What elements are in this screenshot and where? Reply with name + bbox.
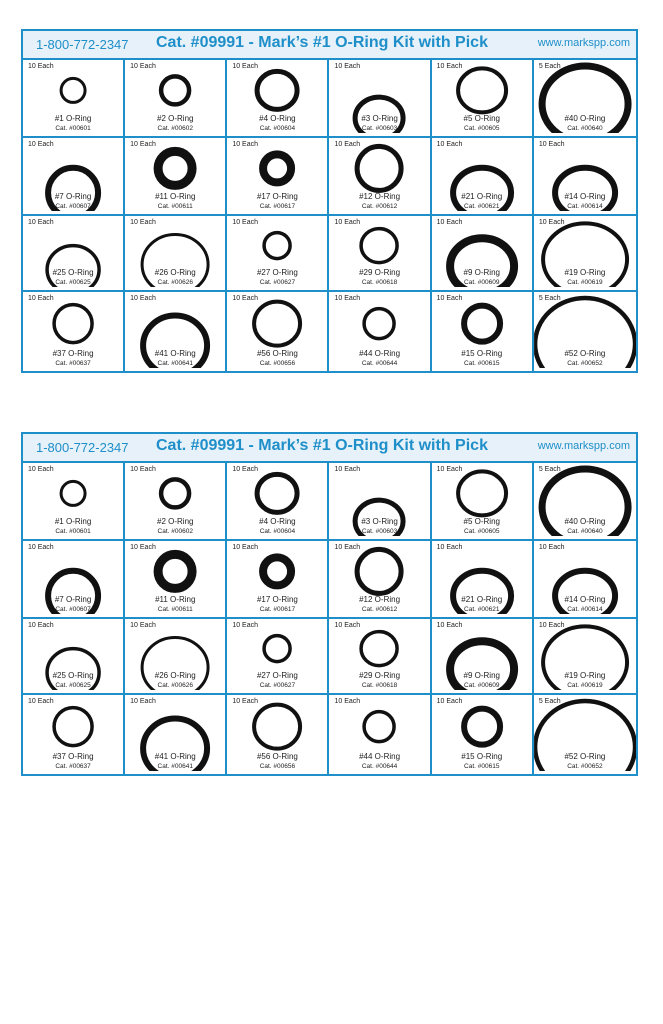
oring-name: #7 O-Ring [54, 192, 92, 201]
oring-name: #40 O-Ring [564, 517, 606, 526]
oring-cell [23, 292, 125, 371]
catalog-number: Cat. #00652 [567, 763, 603, 770]
catalog-number: Cat. #00627 [259, 279, 296, 286]
quantity-label: 10 Each [130, 466, 156, 473]
catalog-number: Cat. #00601 [55, 528, 91, 535]
catalog-number: Cat. #00637 [55, 763, 91, 770]
quantity-label: 10 Each [232, 466, 259, 473]
oring-name: #14 O-Ring [564, 192, 606, 201]
oring-cell [227, 216, 329, 292]
quantity-label: 10 Each [538, 141, 565, 148]
oring-name: #21 O-Ring [461, 192, 503, 201]
oring-name: #14 O-Ring [564, 595, 606, 604]
catalog-number: Cat. #00605 [464, 125, 500, 132]
quantity-label: 10 Each [28, 544, 54, 551]
oring-cell [432, 138, 534, 216]
catalog-number: Cat. #00625 [55, 682, 91, 689]
oring-name: #7 O-Ring [54, 595, 92, 604]
oring-name: #27 O-Ring [256, 268, 298, 277]
catalog-number: Cat. #00621 [464, 606, 500, 613]
oring-name: #41 O-Ring [154, 752, 196, 761]
oring-cell [329, 541, 431, 619]
quantity-label: 10 Each [436, 63, 463, 70]
oring-shape [54, 708, 92, 746]
catalog-number: Cat. #00604 [259, 125, 296, 132]
oring-name: #3 O-Ring [361, 114, 398, 123]
oring-kit-card [21, 29, 638, 373]
catalog-number: Cat. #00637 [55, 360, 91, 367]
quantity-label: 10 Each [334, 698, 361, 705]
oring-cell [227, 619, 329, 695]
oring-shape [458, 68, 506, 112]
oring-shape [458, 471, 506, 515]
catalog-number: Cat. #00609 [464, 682, 500, 689]
oring-shape [61, 481, 85, 505]
quantity-label: 5 Each [538, 63, 561, 70]
oring-cell [23, 619, 125, 695]
quantity-label: 10 Each [436, 622, 463, 629]
catalog-number: Cat. #00652 [567, 360, 603, 367]
oring-cell [329, 619, 431, 695]
oring-cell [534, 541, 636, 619]
catalog-number: Cat. #00625 [55, 279, 91, 286]
oring-shape [257, 71, 297, 109]
oring-cell [125, 216, 227, 292]
oring-name: #2 O-Ring [157, 517, 194, 526]
catalog-number: Cat. #00602 [157, 125, 193, 132]
quantity-label: 10 Each [28, 219, 54, 226]
card-header [23, 434, 636, 463]
catalog-number: Cat. #00602 [157, 528, 193, 535]
catalog-number: Cat. #00617 [259, 606, 296, 613]
oring-name: #37 O-Ring [52, 752, 94, 761]
quantity-label: 10 Each [334, 219, 361, 226]
oring-shape [254, 302, 300, 346]
oring-cell [227, 541, 329, 619]
oring-cell [329, 138, 431, 216]
oring-cell [125, 695, 227, 774]
quantity-label: 10 Each [232, 622, 259, 629]
oring-name: #44 O-Ring [359, 752, 401, 761]
oring-cell [432, 541, 534, 619]
oring-name: #19 O-Ring [564, 671, 606, 680]
quantity-label: 5 Each [538, 698, 561, 705]
website-url: www.markspp.com [537, 440, 630, 452]
oring-name: #52 O-Ring [564, 752, 606, 761]
oring-cell [125, 463, 227, 541]
catalog-number: Cat. #00607 [55, 203, 91, 210]
oring-name: #1 O-Ring [54, 517, 92, 526]
catalog-number: Cat. #00611 [157, 606, 193, 613]
oring-name: #5 O-Ring [463, 114, 500, 123]
oring-shape [464, 709, 500, 745]
oring-name: #25 O-Ring [52, 268, 94, 277]
oring-name: #37 O-Ring [52, 349, 94, 358]
oring-cell [329, 292, 431, 371]
quantity-label: 10 Each [538, 219, 565, 226]
oring-name: #9 O-Ring [463, 268, 500, 277]
oring-shape [161, 76, 189, 104]
quantity-label: 10 Each [28, 466, 54, 473]
oring-name: #12 O-Ring [359, 595, 401, 604]
quantity-label: 10 Each [334, 295, 361, 302]
quantity-label: 10 Each [232, 698, 259, 705]
oring-shape [158, 554, 192, 588]
catalog-number: Cat. #00619 [567, 279, 603, 286]
quantity-label: 10 Each [28, 622, 54, 629]
oring-name: #19 O-Ring [564, 268, 606, 277]
oring-shape [358, 549, 402, 593]
oring-name: #44 O-Ring [359, 349, 401, 358]
oring-name: #4 O-Ring [259, 517, 296, 526]
quantity-label: 10 Each [436, 295, 463, 302]
oring-cell [432, 216, 534, 292]
oring-cell [125, 138, 227, 216]
oring-name: #29 O-Ring [359, 268, 401, 277]
catalog-number: Cat. #00604 [259, 528, 296, 535]
quantity-label: 10 Each [436, 466, 463, 473]
oring-name: #56 O-Ring [256, 349, 298, 358]
oring-cell [125, 541, 227, 619]
oring-cell [227, 292, 329, 371]
oring-name: #1 O-Ring [54, 114, 92, 123]
quantity-label: 10 Each [334, 466, 361, 473]
quantity-label: 10 Each [28, 63, 54, 70]
oring-cell [227, 60, 329, 138]
oring-name: #2 O-Ring [157, 114, 194, 123]
oring-shape [365, 712, 395, 742]
oring-cell [432, 60, 534, 138]
oring-name: #27 O-Ring [256, 671, 298, 680]
catalog-number: Cat. #00618 [361, 682, 398, 689]
quantity-label: 10 Each [130, 544, 156, 551]
quantity-label: 10 Each [232, 141, 259, 148]
phone-number: 1-800-772-2347 [36, 37, 129, 52]
catalog-number: Cat. #00656 [259, 360, 296, 367]
oring-name: #25 O-Ring [52, 671, 94, 680]
quantity-label: 10 Each [130, 63, 156, 70]
catalog-number: Cat. #00656 [259, 763, 296, 770]
oring-cell [432, 463, 534, 541]
catalog-number: Cat. #00607 [55, 606, 91, 613]
catalog-number: Cat. #00614 [567, 203, 603, 210]
oring-name: #12 O-Ring [359, 192, 401, 201]
oring-cell [329, 695, 431, 774]
quantity-label: 10 Each [538, 622, 565, 629]
quantity-label: 10 Each [130, 698, 156, 705]
oring-cell [125, 292, 227, 371]
oring-name: #41 O-Ring [154, 349, 196, 358]
catalog-number: Cat. #00644 [361, 763, 398, 770]
catalog-number: Cat. #00626 [157, 279, 193, 286]
oring-shape [257, 474, 297, 512]
catalog-number: Cat. #00612 [361, 606, 398, 613]
oring-name: #40 O-Ring [564, 114, 606, 123]
catalog-number: Cat. #00615 [464, 763, 500, 770]
catalog-number: Cat. #00614 [567, 606, 603, 613]
oring-shape [358, 146, 402, 190]
quantity-label: 10 Each [334, 544, 361, 551]
quantity-label: 10 Each [130, 622, 156, 629]
quantity-label: 10 Each [232, 295, 259, 302]
quantity-label: 10 Each [334, 63, 361, 70]
oring-cell [329, 216, 431, 292]
catalog-number: Cat. #00640 [567, 125, 603, 132]
quantity-label: 10 Each [130, 295, 156, 302]
oring-grid [23, 60, 636, 371]
quantity-label: 10 Each [436, 219, 463, 226]
catalog-number: Cat. #00618 [361, 279, 398, 286]
oring-name: #17 O-Ring [256, 192, 298, 201]
oring-cell [227, 463, 329, 541]
quantity-label: 5 Each [538, 295, 561, 302]
oring-grid [23, 463, 636, 774]
oring-shape [61, 78, 85, 102]
oring-cell [432, 619, 534, 695]
oring-name: #56 O-Ring [256, 752, 298, 761]
oring-cell [534, 695, 636, 774]
oring-cell [534, 216, 636, 292]
oring-shape [263, 154, 291, 182]
oring-cell [227, 138, 329, 216]
catalog-number: Cat. #00627 [259, 682, 296, 689]
quantity-label: 10 Each [130, 219, 156, 226]
oring-name: #29 O-Ring [359, 671, 401, 680]
catalog-number: Cat. #00621 [464, 203, 500, 210]
oring-name: #15 O-Ring [461, 752, 503, 761]
oring-cell [23, 60, 125, 138]
oring-cell [23, 216, 125, 292]
oring-cell [432, 292, 534, 371]
quantity-label: 10 Each [334, 622, 361, 629]
oring-name: #17 O-Ring [256, 595, 298, 604]
oring-shape [464, 306, 500, 342]
oring-cell [23, 541, 125, 619]
catalog-number: Cat. #00641 [157, 360, 193, 367]
catalog-number: Cat. #00605 [464, 528, 500, 535]
oring-shape [264, 233, 290, 259]
oring-name: #3 O-Ring [361, 517, 398, 526]
catalog-number: Cat. #00640 [567, 528, 603, 535]
oring-name: #26 O-Ring [154, 671, 196, 680]
catalog-number: Cat. #00619 [567, 682, 603, 689]
oring-name: #21 O-Ring [461, 595, 503, 604]
quantity-label: 10 Each [436, 141, 463, 148]
oring-name: #4 O-Ring [259, 114, 296, 123]
oring-cell [329, 463, 431, 541]
oring-shape [362, 229, 398, 263]
quantity-label: 10 Each [436, 544, 463, 551]
oring-shape [54, 305, 92, 343]
quantity-label: 10 Each [28, 295, 54, 302]
oring-shape [362, 632, 398, 666]
catalog-number: Cat. #00601 [55, 125, 91, 132]
oring-name: #5 O-Ring [463, 517, 500, 526]
oring-shape [161, 479, 189, 507]
catalog-number: Cat. #00612 [361, 203, 398, 210]
oring-name: #26 O-Ring [154, 268, 196, 277]
catalog-number: Cat. #00644 [361, 360, 398, 367]
website-url: www.markspp.com [537, 37, 630, 49]
oring-name: #11 O-Ring [155, 595, 196, 604]
catalog-number: Cat. #00615 [464, 360, 500, 367]
catalog-number: Cat. #00611 [157, 203, 193, 210]
quantity-label: 10 Each [28, 141, 54, 148]
oring-cell [534, 463, 636, 541]
oring-name: #15 O-Ring [461, 349, 503, 358]
catalog-number: Cat. #00603 [361, 528, 398, 535]
kit-title: Cat. #09991 - Mark’s #1 O-Ring Kit with Pick [156, 34, 488, 51]
quantity-label: 10 Each [232, 544, 259, 551]
quantity-label: 10 Each [538, 544, 565, 551]
oring-cell [534, 292, 636, 371]
oring-cell [23, 138, 125, 216]
catalog-number: Cat. #00603 [361, 125, 398, 132]
phone-number: 1-800-772-2347 [36, 440, 129, 455]
oring-name: #9 O-Ring [463, 671, 500, 680]
oring-cell [534, 60, 636, 138]
catalog-number: Cat. #00617 [259, 203, 296, 210]
oring-cell [23, 695, 125, 774]
oring-cell [329, 60, 431, 138]
oring-name: #52 O-Ring [564, 349, 606, 358]
oring-name: #11 O-Ring [155, 192, 196, 201]
quantity-label: 10 Each [130, 141, 156, 148]
oring-shape [158, 151, 192, 185]
oring-cell [125, 60, 227, 138]
quantity-label: 10 Each [334, 141, 361, 148]
oring-cell [534, 138, 636, 216]
catalog-number: Cat. #00609 [464, 279, 500, 286]
card-header [23, 31, 636, 60]
oring-cell [125, 619, 227, 695]
quantity-label: 5 Each [538, 466, 561, 473]
oring-cell [534, 619, 636, 695]
quantity-label: 10 Each [232, 63, 259, 70]
catalog-number: Cat. #00626 [157, 682, 193, 689]
oring-shape [263, 557, 291, 585]
oring-shape [365, 309, 395, 339]
oring-kit-card [21, 432, 638, 776]
oring-shape [264, 636, 290, 662]
oring-cell [23, 463, 125, 541]
quantity-label: 10 Each [232, 219, 259, 226]
catalog-number: Cat. #00641 [157, 763, 193, 770]
oring-cell [227, 695, 329, 774]
kit-title: Cat. #09991 - Mark’s #1 O-Ring Kit with Pick [156, 437, 488, 454]
quantity-label: 10 Each [28, 698, 54, 705]
oring-shape [254, 705, 300, 749]
oring-cell [432, 695, 534, 774]
quantity-label: 10 Each [436, 698, 463, 705]
